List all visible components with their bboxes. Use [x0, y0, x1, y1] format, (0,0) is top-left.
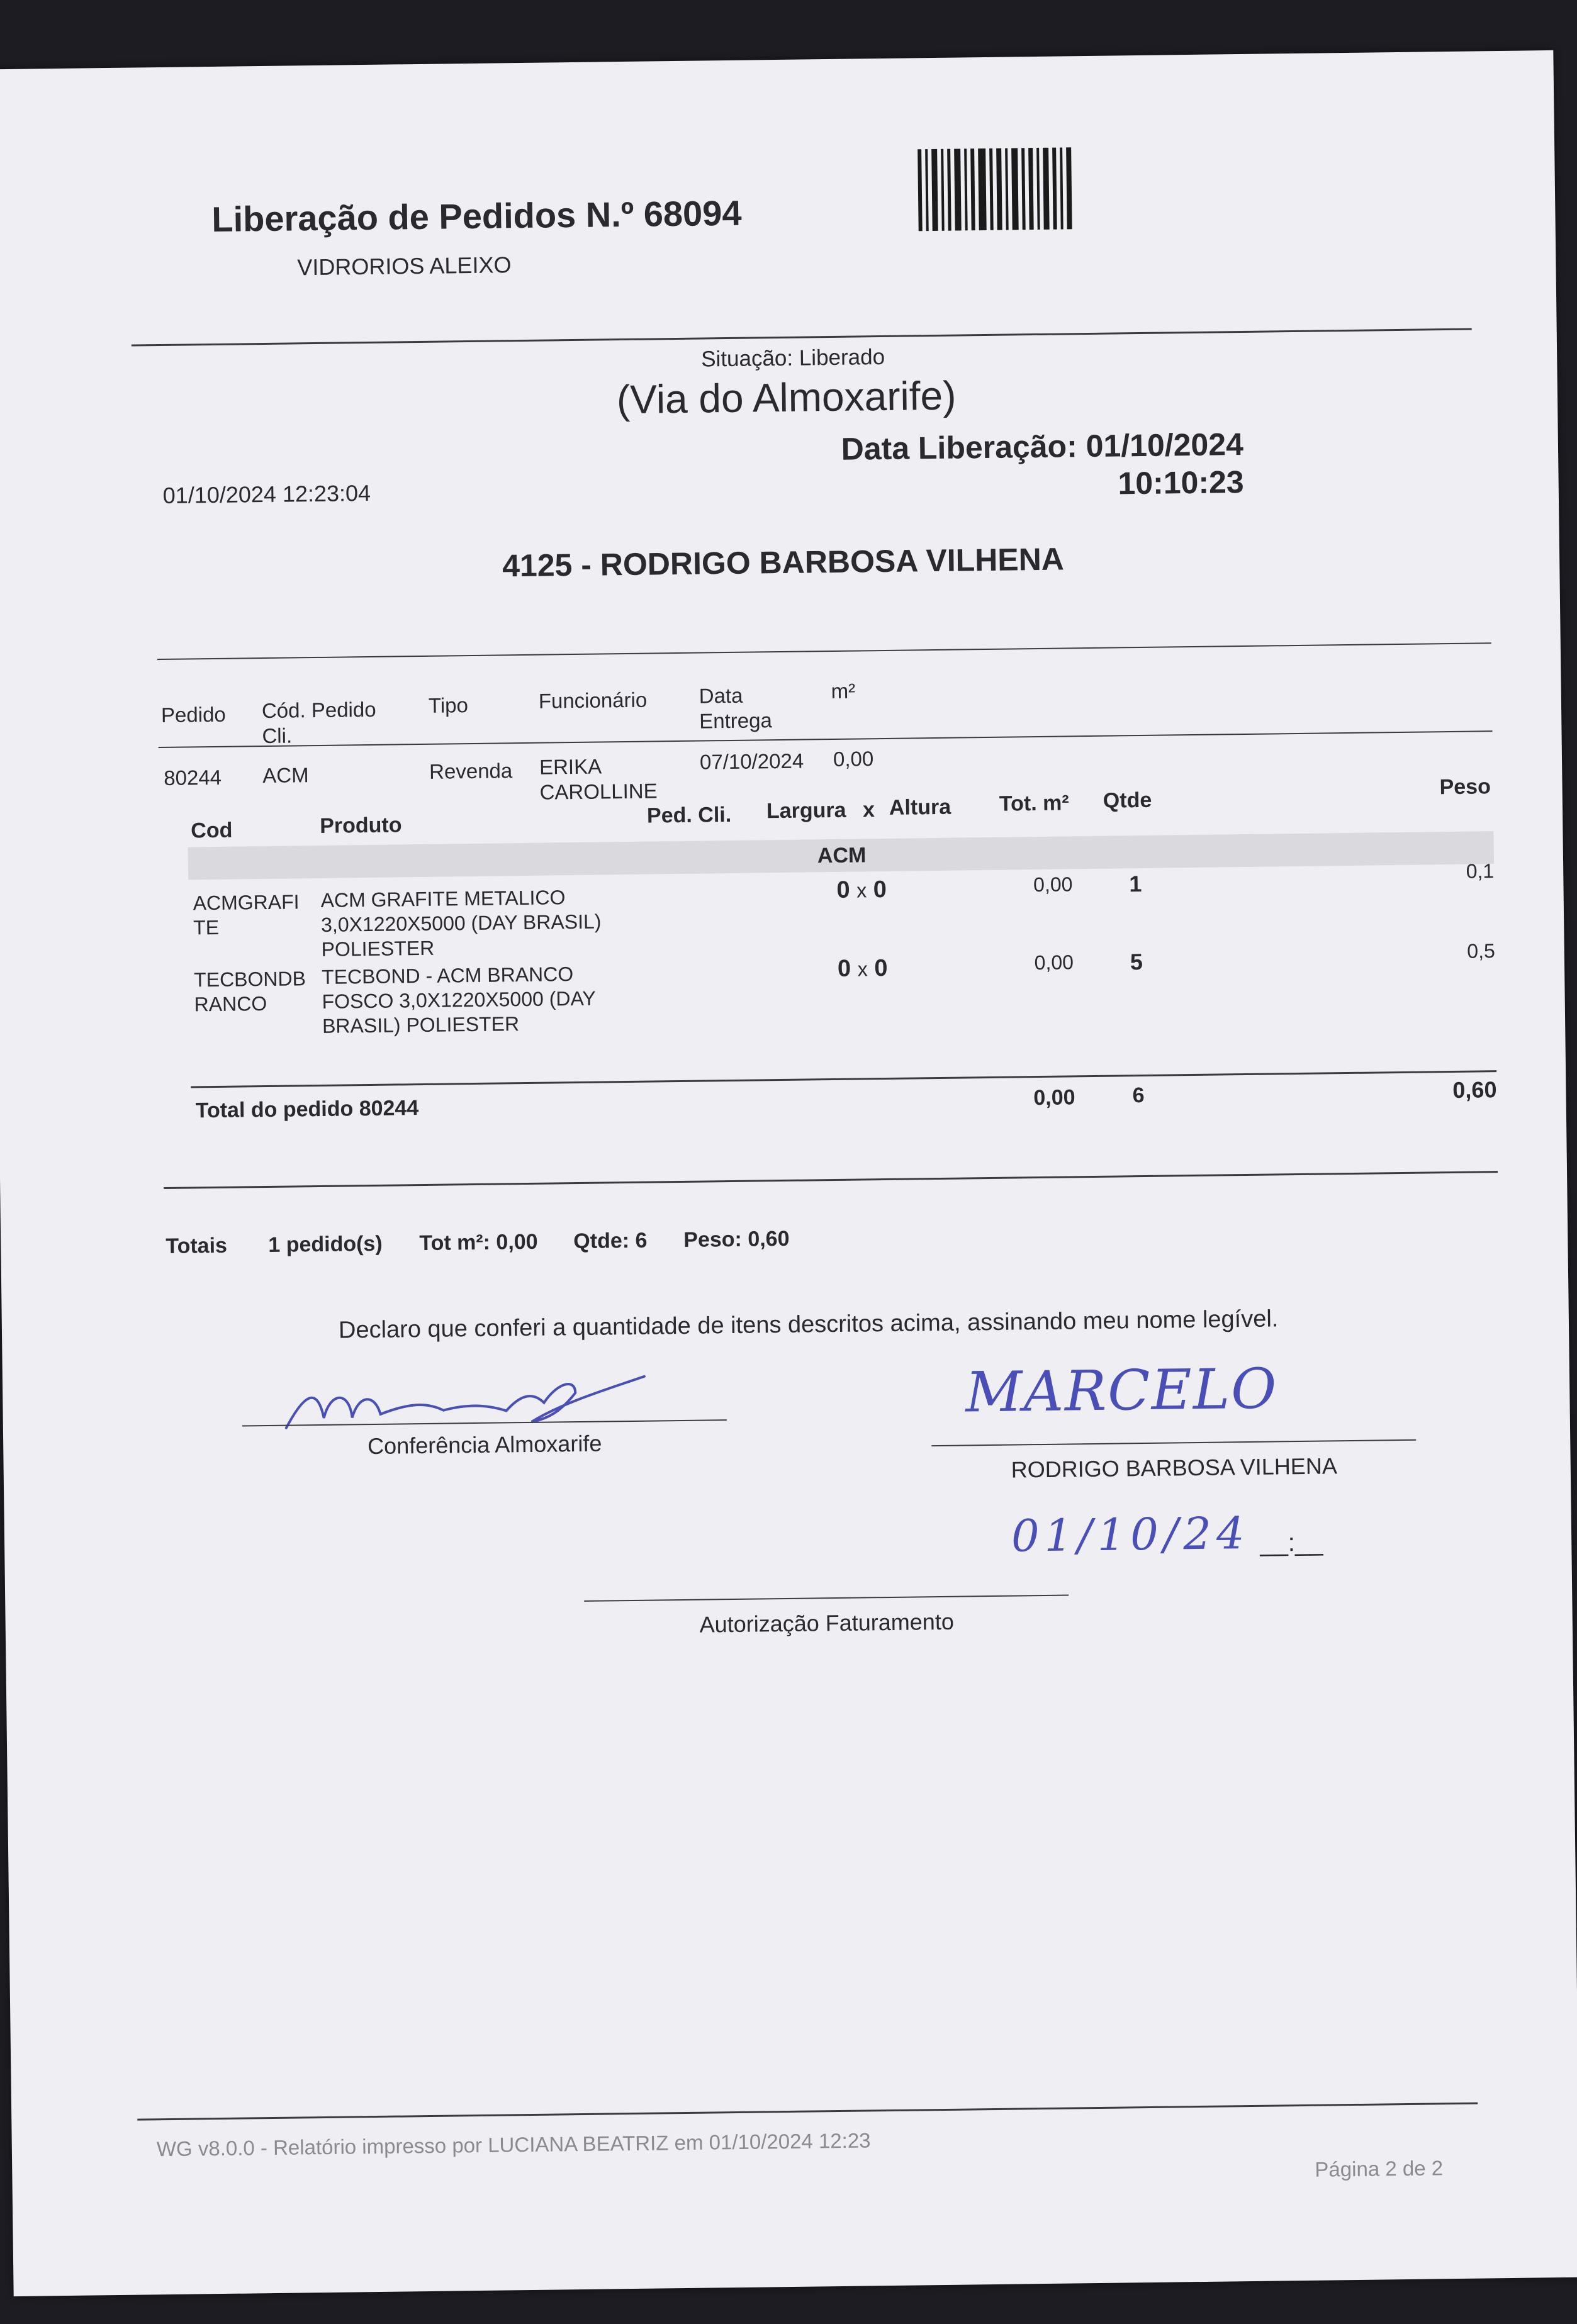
- items-col-largura: Largura: [766, 798, 846, 824]
- item-tot-m2: 0,00: [1034, 951, 1074, 975]
- footer-printed-by: WG v8.0.0 - Relatório impresso por LUCIANA BEATRIZ em 01/10/2024 12:23: [156, 2128, 871, 2161]
- printed-datetime: 01/10/2024 12:23:04: [162, 479, 371, 508]
- totals-divider: [164, 1171, 1498, 1189]
- page-number: Página 2 de 2: [1315, 2156, 1444, 2181]
- item-altura: 0: [873, 876, 887, 903]
- order-total-peso: 0,60: [1452, 1076, 1497, 1103]
- items-col-peso: Peso: [1439, 774, 1491, 800]
- declaration-text: Declaro que conferi a quantidade de itens descritos acima, assinando meu nome legível.: [338, 1305, 1279, 1344]
- col-funcionario: Funcionário: [538, 688, 648, 713]
- conferencia-signature: [279, 1363, 683, 1438]
- barcode: [918, 147, 1076, 231]
- item-peso: 0,1: [1466, 859, 1495, 883]
- autorizacao-label: Autorização Faturamento: [699, 1608, 955, 1638]
- status-text: Situação: Liberado: [700, 344, 885, 372]
- item-qtde: 1: [1129, 871, 1142, 897]
- order-tipo: Revenda: [429, 759, 513, 783]
- col-data-entrega: Data Entrega: [699, 683, 773, 733]
- items-col-qtde: Qtde: [1103, 788, 1152, 813]
- group-label: ACM: [817, 843, 867, 868]
- item-produto: ACM GRAFITE METALICO 3,0X1220X5000 (DAY BRASIL) POLIESTER: [320, 886, 602, 961]
- item-peso: 0,5: [1467, 939, 1495, 963]
- item-cod: TECBONDB RANCO: [193, 967, 306, 1016]
- items-col-x: x: [862, 798, 875, 822]
- totals-pedidos: 1 pedido(s): [268, 1231, 383, 1258]
- order-total-m2: 0,00: [1033, 1085, 1075, 1110]
- company-name: VIDRORIOS ALEIXO: [297, 252, 512, 281]
- order-pedido: 80244: [164, 765, 222, 790]
- client-signature: MARCELO: [965, 1356, 1278, 1425]
- order-cod-pedido: ACM: [262, 763, 309, 788]
- document-title: Liberação de Pedidos N.º 68094: [211, 193, 742, 239]
- col-m2: m²: [831, 679, 856, 703]
- order-data-entrega: 07/10/2024: [699, 749, 804, 774]
- items-col-altura: Altura: [889, 795, 951, 820]
- copy-label: (Via do Almoxarife): [616, 372, 957, 423]
- release-time: 10:10:23: [1118, 464, 1244, 501]
- order-m2: 0,00: [833, 747, 874, 771]
- item-produto: TECBOND - ACM BRANCO FOSCO 3,0X1220X5000 (DAY BRASIL) POLIESTER: [321, 963, 596, 1037]
- col-tipo: Tipo: [428, 693, 469, 717]
- item-altura: 0: [874, 954, 888, 982]
- totals-label: Totais: [166, 1233, 228, 1259]
- item-largura: 0: [837, 955, 851, 982]
- item-largura: 0: [836, 876, 850, 903]
- order-table-top-line: [157, 642, 1491, 660]
- totals-peso: Peso: 0,60: [683, 1226, 790, 1252]
- footer-line: [137, 2103, 1478, 2121]
- order-total-qtde: 6: [1132, 1083, 1145, 1108]
- autorizacao-line: [584, 1595, 1069, 1602]
- document-page: [0, 50, 1577, 2296]
- item-dimensions: [838, 955, 888, 983]
- item-tot-m2: 0,00: [1033, 873, 1073, 897]
- client-signature-label: RODRIGO BARBOSA VILHENA: [1011, 1453, 1338, 1483]
- col-cod-pedido: Cód. Pedido Cli.: [261, 697, 376, 747]
- col-pedido: Pedido: [160, 702, 227, 727]
- items-total-line: [191, 1070, 1496, 1088]
- totals-m2: Tot m²: 0,00: [419, 1229, 538, 1256]
- totals-qtde: Qtde: 6: [573, 1228, 648, 1254]
- item-cod: ACMGRAFI TE: [193, 890, 300, 939]
- item-x: x: [856, 879, 867, 902]
- items-col-ped-cli: Ped. Cli.: [646, 802, 732, 828]
- items-col-cod: Cod: [191, 818, 233, 843]
- item-qtde: 5: [1130, 949, 1143, 975]
- conferencia-label: Conferência Almoxarife: [367, 1430, 602, 1460]
- order-total-label: Total do pedido 80244: [195, 1096, 419, 1123]
- item-x: x: [857, 958, 868, 981]
- time-blank: __:__: [1259, 1528, 1323, 1557]
- release-date: [715, 425, 1244, 507]
- items-col-tot-m2: Tot. m²: [999, 791, 1069, 816]
- handwritten-date: 01/10/24: [1011, 1507, 1250, 1562]
- header-divider: [132, 328, 1472, 347]
- items-col-produto: Produto: [319, 813, 402, 838]
- release-date-label: Data Liberação: 01/10/2024: [841, 426, 1244, 467]
- client-name: 4125 - RODRIGO BARBOSA VILHENA: [502, 541, 1065, 584]
- order-funcionario: ERIKA CAROLLINE: [539, 754, 658, 804]
- client-signature-line: [931, 1439, 1416, 1446]
- item-dimensions: [836, 876, 887, 904]
